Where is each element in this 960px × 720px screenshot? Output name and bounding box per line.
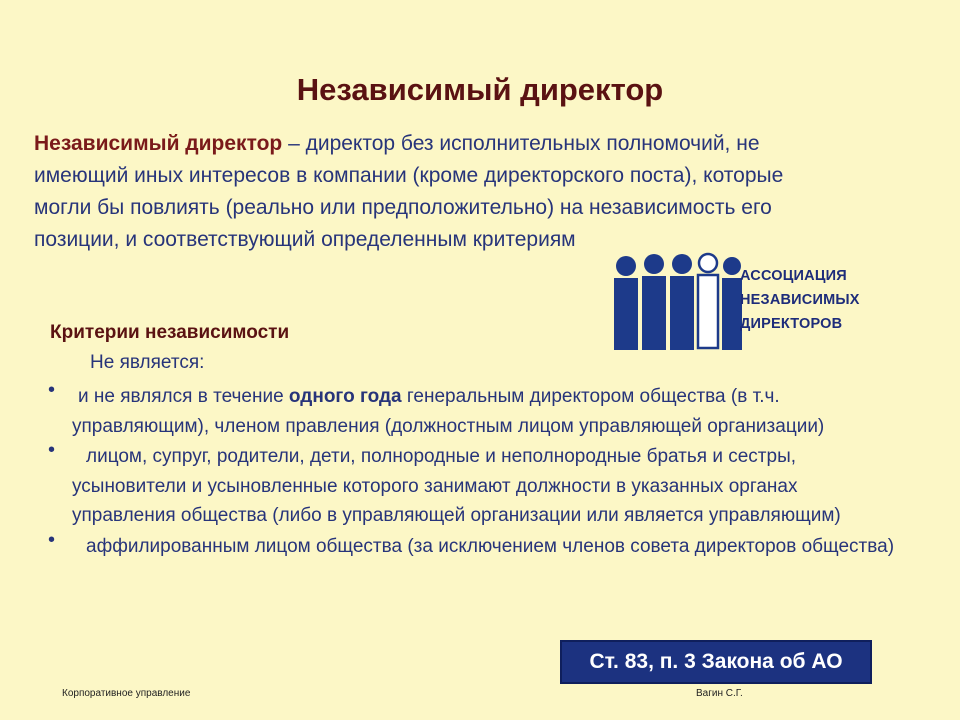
footer-left: Корпоративное управление (62, 688, 191, 699)
bullet-text: генеральным директором общества (в т.ч. управляющим), членом правления (должностным лицом управляющей организации) (72, 386, 825, 437)
list-item (46, 439, 906, 531)
list-item (46, 379, 906, 441)
bullet-icon: • (48, 528, 56, 551)
logo-line: НЕЗАВИСИМЫХ (740, 292, 860, 308)
bullet-bold-text: одного года (288, 386, 402, 407)
bullet-text: лицом, супруг, родители, дети, полнородные и неполнородные братья и сестры, усыновители и усыновленные которого занимают должности в указанных органах управления общества (либо в управляющей организации или является управляющим) (72, 446, 841, 526)
criteria-heading: Критерии независимости (50, 322, 290, 343)
logo-line: АССОЦИАЦИЯ (740, 268, 847, 284)
law-reference-box: Ст. 83, п. 3 Закона об АО (560, 640, 872, 684)
criteria-list (46, 379, 906, 562)
association-logo (612, 252, 862, 350)
definition-paragraph (34, 128, 794, 256)
slide-title: Независимый директор (296, 72, 664, 107)
person-figure (670, 254, 694, 350)
list-item (46, 528, 906, 562)
person-figure (614, 256, 638, 350)
definition-term: Независимый директор (34, 132, 283, 155)
logo-line: ДИРЕКТОРОВ (740, 316, 843, 332)
definition-text: – директор без исполнительных полномочий, не имеющий иных интересов в компании (кроме директорского поста), которые могли бы повлиять (реально или предположительно) на независимость его позиции, и соответствующий определенным критериям (34, 132, 784, 251)
bullet-text: аффилированным лицом общества (за исключением членов совета директоров общества) (86, 535, 895, 557)
person-figure (642, 254, 666, 350)
footer-right: Вагин С.Г. (696, 688, 743, 699)
criteria-intro: Не является: (90, 352, 205, 373)
bullet-icon: • (48, 439, 56, 461)
person-figure-highlighted (698, 254, 718, 348)
person-figure (722, 257, 742, 350)
bullet-text: и не являлся в течение (78, 386, 289, 407)
logo-text (740, 264, 862, 336)
people-group-icon (612, 252, 742, 350)
bullet-icon: • (48, 379, 56, 401)
